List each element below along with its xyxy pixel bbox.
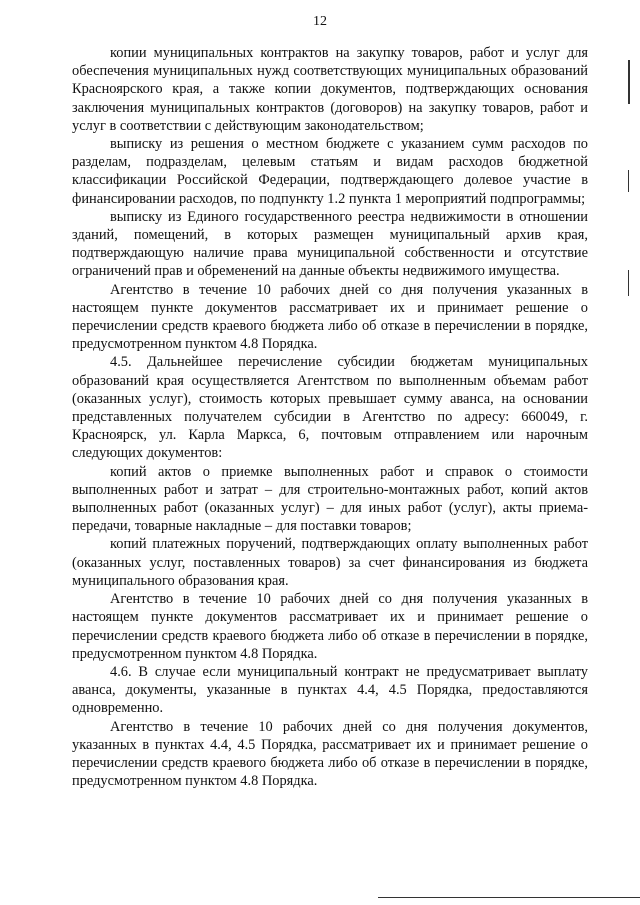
paragraph: выписку из Единого государственного реестра недвижимости в отношении зданий, помещений, в которых размещен муниципальный архив края, подтверждающую наличие права муниципальной собственности и отсутствие ограничений прав и обременений на данные объекты недвижимого имущества. xyxy=(72,208,588,280)
paragraph: Агентство в течение 10 рабочих дней со дня получения документов, указанных в пунктах 4.4, 4.5 Порядка, рассматривает их и принимает решение о перечислении средств краевого бюджета либо об отказе в перечислении в порядке, предусмотренном пунктом 4.8 Порядка. xyxy=(72,718,588,790)
paragraph: 4.5. Дальнейшее перечисление субсидии бюджетам муниципальных образований края осуществляется Агентством по выполненным объемам работ (оказанных услуг), стоимость которых превышает сумму аванса, на основании представленных получателем субсидии в Агентство по адресу: 660049, г. Красноярск, ул. Карла Маркса, 6, почтовым отправлением или нарочным следующих документов: xyxy=(72,354,588,462)
scan-artifact-right-edge xyxy=(628,170,629,192)
paragraph: Агентство в течение 10 рабочих дней со дня получения указанных в настоящем пункте документов рассматривает их и принимает решение о перечислении средств краевого бюджета либо об отказе в перечислении в порядке, предусмотренном пунктом 4.8 Порядка. xyxy=(72,591,588,662)
paragraph: копий платежных поручений, подтверждающих оплату выполненных работ (оказанных услуг, поставленных товаров) за счет финансирования из бюджета муниципального образования края. xyxy=(72,536,588,589)
document-body xyxy=(72,44,588,790)
paragraph: копий актов о приемке выполненных работ и справок о стоимости выполненных работ и затрат – для строительно-монтажных работ, копий актов выполненных работ (оказанных услуг) – для иных работ (услуг), акты приема-передачи, товарные накладные – для поставки товаров; xyxy=(72,463,588,535)
paragraph: копии муниципальных контрактов на закупку товаров, работ и услуг для обеспечения муниципальных нужд соответствующих муниципальных образований Красноярского края, а также копии документов, подтверждающих основания заключения муниципальных контрактов (договоров) на закупку товаров, работ и услуг в соответствии с действующим законодательством; xyxy=(72,45,588,134)
scan-artifact-right-edge xyxy=(628,60,630,104)
paragraph: выписку из решения о местном бюджете с указанием сумм расходов по разделам, подразделам, целевым статьям и видам расходов бюджетной классификации Российской Федерации, подтверждающего долевое участие в финансировании расходов, по подпункту 1.2 пункта 1 мероприятий подпрограммы; xyxy=(72,136,588,207)
paragraph: Агентство в течение 10 рабочих дней со дня получения указанных в настоящем пункте документов рассматривает их и принимает решение о перечислении средств краевого бюджета либо об отказе в перечислении в порядке, предусмотренном пунктом 4.8 Порядка. xyxy=(72,281,588,353)
scan-artifact-bottom-line xyxy=(378,897,640,898)
page-number: 12 xyxy=(313,14,327,29)
paragraph: 4.6. В случае если муниципальный контракт не предусматривает выплату аванса, документы, указанные в пунктах 4.4, 4.5 Порядка, предоставляются одновременно. xyxy=(72,663,588,717)
scan-artifact-right-edge xyxy=(628,270,629,296)
